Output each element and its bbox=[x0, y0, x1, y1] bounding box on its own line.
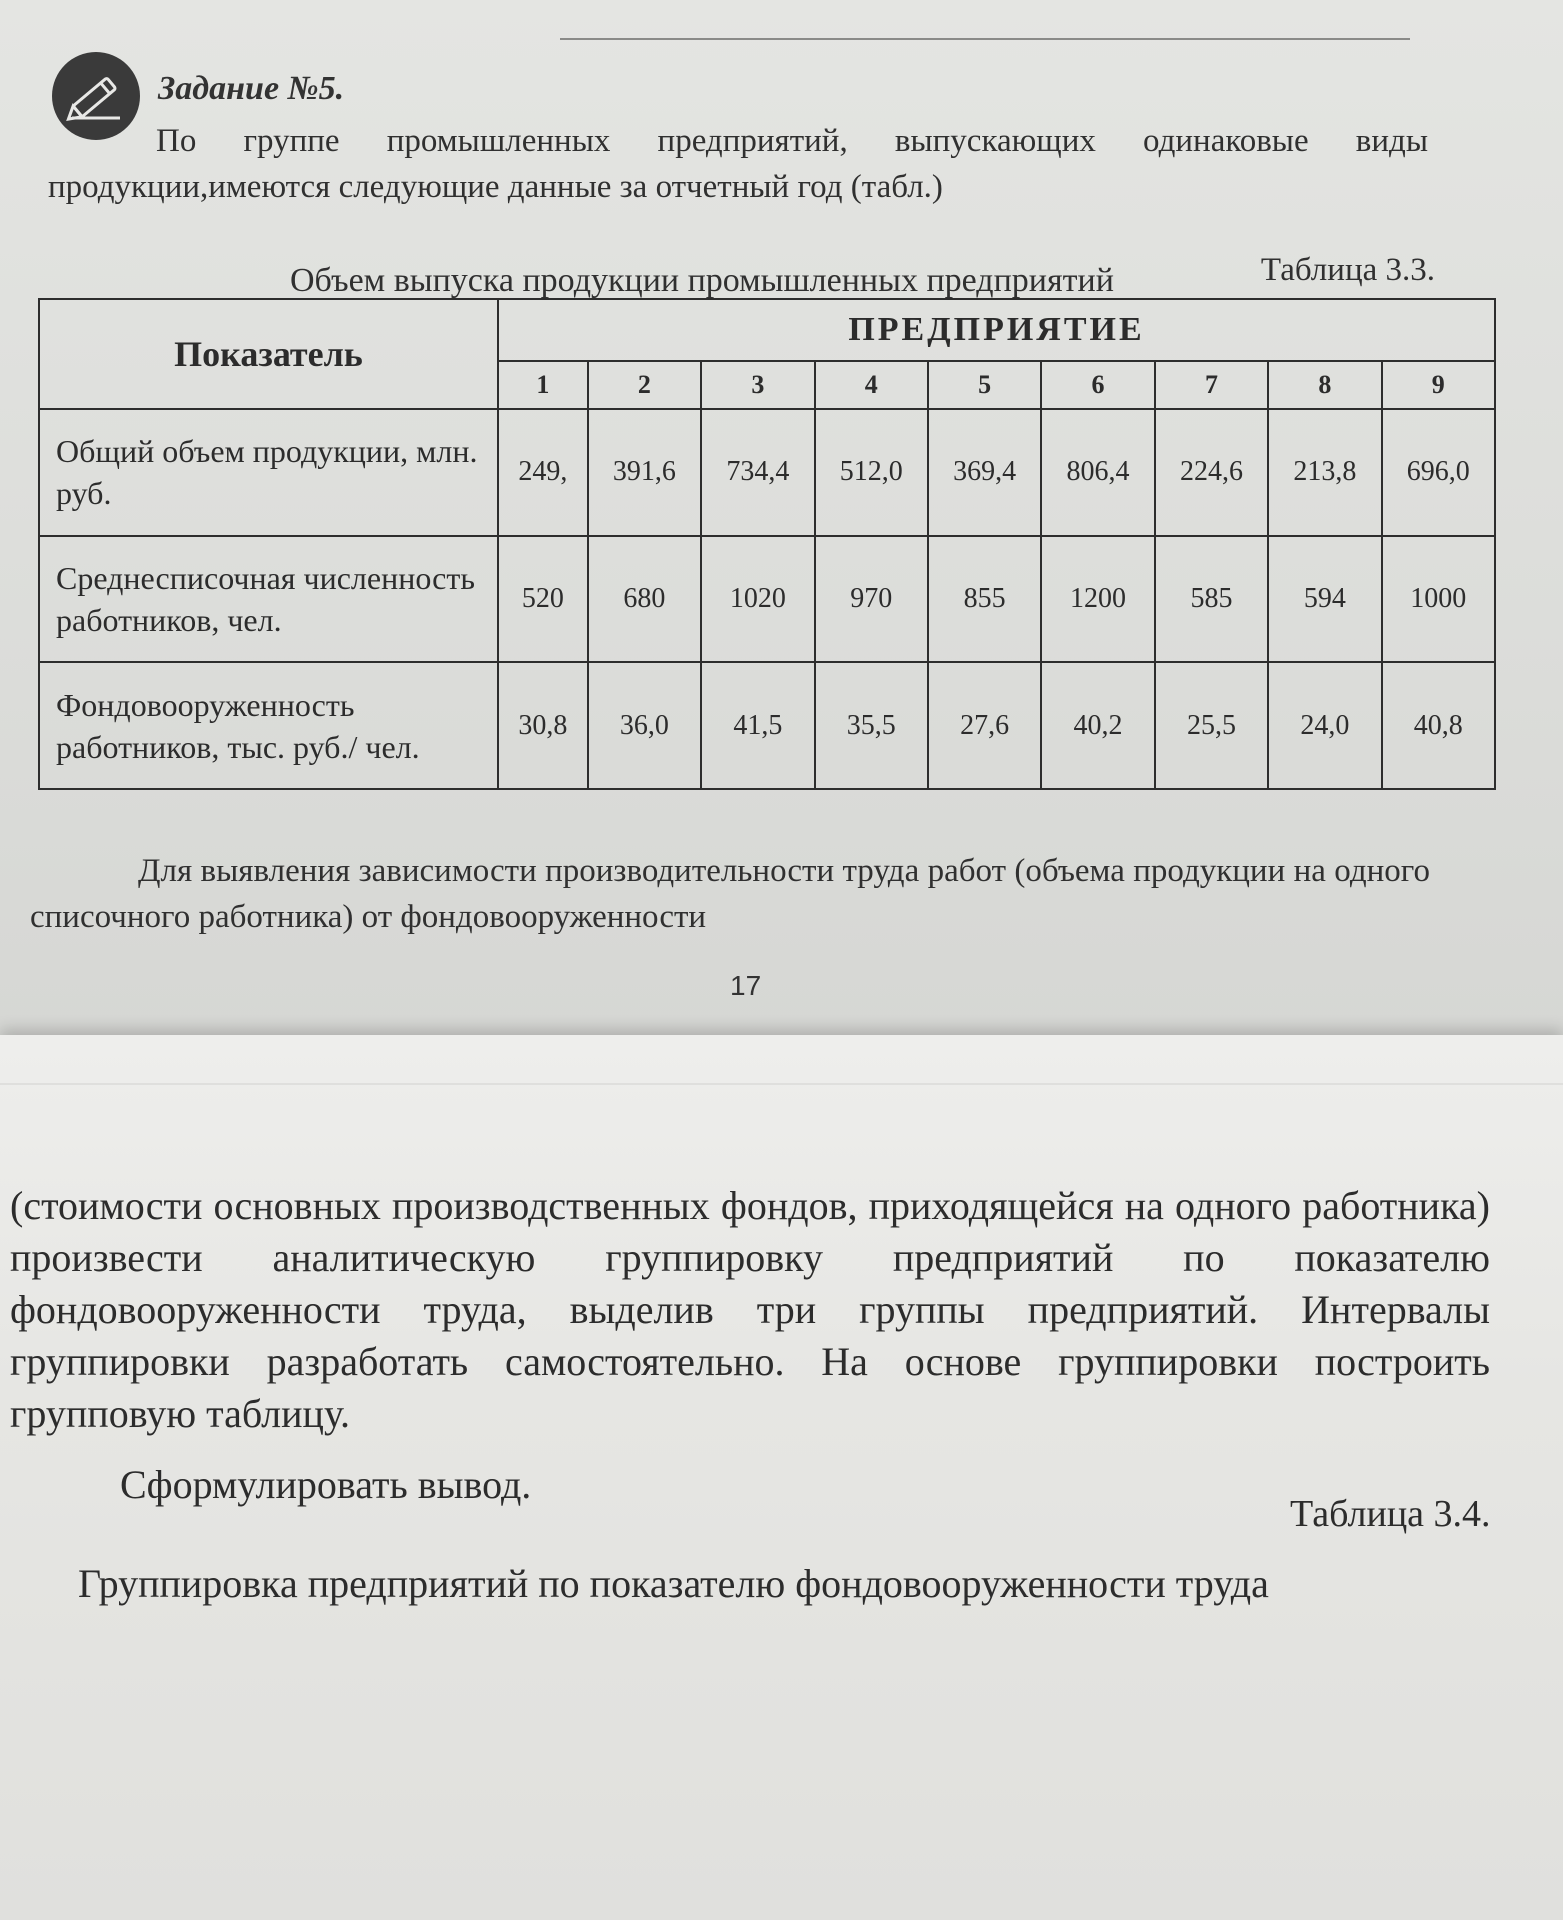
row-label: Фондовооруженность работников, тыс. руб./ чел. bbox=[39, 662, 498, 789]
table-cell: 224,6 bbox=[1155, 409, 1268, 536]
table-number-2: Таблица 3.4. bbox=[1290, 1493, 1491, 1535]
table-cell: 734,4 bbox=[701, 409, 814, 536]
enterprise-number: 8 bbox=[1268, 361, 1381, 409]
enterprise-header: ПРЕДПРИЯТИЕ bbox=[498, 299, 1495, 361]
table-cell: 249, bbox=[498, 409, 588, 536]
conclusion-instruction: Сформулировать вывод. bbox=[120, 1462, 532, 1507]
enterprise-table bbox=[38, 298, 1496, 790]
table-cell: 30,8 bbox=[498, 662, 588, 789]
enterprise-number: 5 bbox=[928, 361, 1041, 409]
enterprise-number: 6 bbox=[1041, 361, 1154, 409]
table-cell: 806,4 bbox=[1041, 409, 1154, 536]
enterprise-number: 3 bbox=[701, 361, 814, 409]
page-fold bbox=[0, 1083, 1563, 1085]
table-cell: 696,0 bbox=[1382, 409, 1495, 536]
table-cell: 970 bbox=[815, 536, 928, 663]
page-number: 17 bbox=[730, 970, 762, 1001]
intro-paragraph: По группе промышленных предприятий, выпускающих одинаковые виды продукции,имеются следующие данные за отчетный год (табл.) bbox=[48, 123, 1428, 205]
table-cell: 25,5 bbox=[1155, 662, 1268, 789]
table-cell: 512,0 bbox=[815, 409, 928, 536]
enterprise-number: 4 bbox=[815, 361, 928, 409]
table-row bbox=[39, 662, 1495, 789]
table-cell: 1020 bbox=[701, 536, 814, 663]
task-title: Задание №5. bbox=[158, 70, 345, 107]
enterprise-number: 9 bbox=[1382, 361, 1495, 409]
table-cell: 40,2 bbox=[1041, 662, 1154, 789]
table-row bbox=[39, 409, 1495, 536]
table-header-row bbox=[39, 299, 1495, 361]
table-cell: 594 bbox=[1268, 536, 1381, 663]
table-cell: 585 bbox=[1155, 536, 1268, 663]
table-cell: 41,5 bbox=[701, 662, 814, 789]
table-cell: 35,5 bbox=[815, 662, 928, 789]
table-cell: 24,0 bbox=[1268, 662, 1381, 789]
table-cell: 213,8 bbox=[1268, 409, 1381, 536]
table-title: Объем выпуска продукции промышленных предприятий bbox=[290, 262, 1114, 299]
grouping-table-title: Группировка предприятий по показателю фондовооруженности труда bbox=[78, 1561, 1269, 1606]
table-cell: 391,6 bbox=[588, 409, 701, 536]
table-cell: 1000 bbox=[1382, 536, 1495, 663]
enterprise-number: 1 bbox=[498, 361, 588, 409]
row-label: Среднесписочная численность работников, чел. bbox=[39, 536, 498, 663]
table-cell: 1200 bbox=[1041, 536, 1154, 663]
header-rule bbox=[560, 38, 1410, 40]
table-cell: 27,6 bbox=[928, 662, 1041, 789]
indicator-header: Показатель bbox=[39, 299, 498, 409]
table-row bbox=[39, 536, 1495, 663]
grouping-paragraph: (стоимости основных производственных фондов, приходящейся на одного работника) произвести аналитическую группировку предприятий по показателю фондовооруженности труда, выделив три группы предприятий. Интервалы группировки разработать самостоятельно. На основе группировки построить групповую таблицу. bbox=[10, 1183, 1490, 1436]
table-cell: 40,8 bbox=[1382, 662, 1495, 789]
table-cell: 369,4 bbox=[928, 409, 1041, 536]
table-cell: 520 bbox=[498, 536, 588, 663]
table-cell: 36,0 bbox=[588, 662, 701, 789]
table-cell: 680 bbox=[588, 536, 701, 663]
table-cell: 855 bbox=[928, 536, 1041, 663]
table-number: Таблица 3.3. bbox=[1260, 252, 1435, 288]
row-label: Общий объем продукции, млн. руб. bbox=[39, 409, 498, 536]
dependency-paragraph: Для выявления зависимости производительности труда работ (объема продукции на одного списочного работника) от фондовооруженности bbox=[30, 853, 1430, 935]
enterprise-number: 2 bbox=[588, 361, 701, 409]
enterprise-number: 7 bbox=[1155, 361, 1268, 409]
